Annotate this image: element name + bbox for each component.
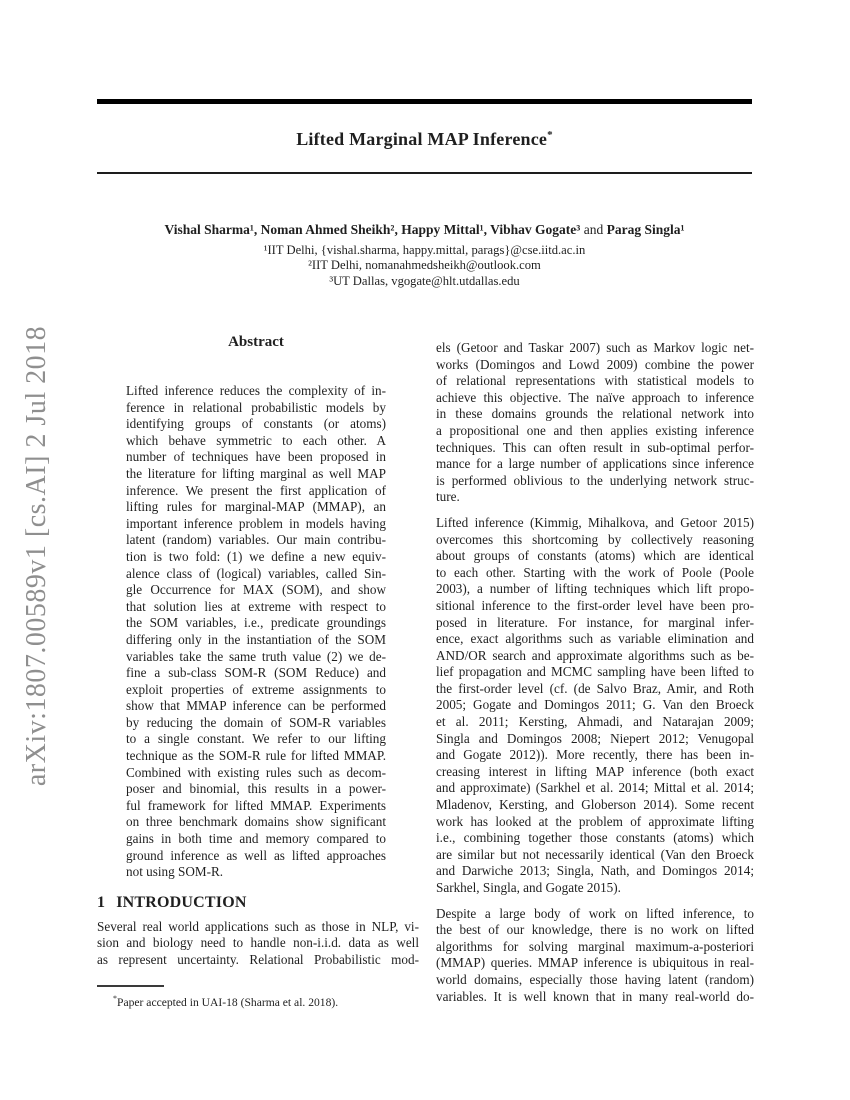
left-column — [97, 332, 419, 987]
text-line: techniques. This can often result in sub-optimal perfor- — [436, 439, 754, 455]
text-line: as represent uncertainty. Relational Probabilistic mod- — [97, 952, 419, 967]
text-line: in these domains grounds the relational network into — [436, 406, 754, 422]
text-line: poser and binomial, this results in a power- — [126, 781, 386, 797]
text-line: that solution lies at extreme with respect to — [126, 598, 386, 614]
text-line: Singla and Domingos 2008; Niepert 2012; Venugopal — [436, 730, 754, 746]
author-names-part2: Parag Singla¹ — [606, 222, 685, 237]
title-footnote-mark: * — [547, 129, 553, 141]
text-line: lifting rules for marginal-MAP (MMAP), an — [126, 499, 386, 515]
text-line: els (Getoor and Taskar 2007) such as Markov logic net- — [436, 340, 754, 355]
affiliation-iit-delhi-2: ²IIT Delhi, nomanahmedsheikh@outlook.com — [308, 258, 541, 273]
text-line: technique as the SOM-R rule for lifted MMAP. — [126, 748, 386, 764]
text-line: AND/OR search and approximate algorithms such as be- — [436, 647, 754, 663]
text-line: 2003), a number of lifting techniques which lift propo- — [436, 581, 754, 597]
authors-block — [97, 221, 752, 289]
text-line: Sarkhel, Singla, and Gogate 2015). — [436, 880, 621, 895]
text-line: overcomes this shortcoming by collectively reasoning — [436, 531, 754, 547]
footnote-text — [97, 992, 419, 1010]
text-line: variables. It is well known that in many real-world do- — [436, 988, 754, 1004]
introduction-paragraph — [97, 919, 419, 969]
text-line: achieve this objective. The naïve approach to inference — [436, 389, 754, 405]
text-line: not using SOM-R. — [126, 864, 224, 880]
text-line: Lifted inference reduces the complexity of in- — [126, 383, 386, 398]
text-line: alence class of (logical) variables, called Sin- — [126, 565, 386, 581]
text-line: to each other. Starting with the work of Poole (Poole — [436, 564, 754, 580]
text-line: Several real world applications such as those in NLP, vi- — [97, 918, 419, 934]
footnote-content: Paper accepted in UAI-18 (Sharma et al. 2018). — [117, 995, 339, 1009]
text-line: which behave symmetric to each other. A — [126, 432, 386, 448]
body-paragraph-3 — [436, 906, 754, 1006]
affiliations — [97, 243, 752, 289]
text-line: Despite a large body of work on lifted inference, to — [436, 905, 754, 921]
text-line: fine a sub-class SOM-R (SOM Reduce) and — [126, 665, 386, 681]
text-line: 2005; Gogate and Domingos 2011; G. Van den Broeck — [436, 697, 754, 713]
paper-title-text: Lifted Marginal MAP Inference — [296, 129, 548, 149]
text-line: work has looked at the problem of approximate lifting — [436, 813, 754, 829]
author-names-part1: Vishal Sharma¹, Noman Ahmed Sheikh², Happy Mittal¹, Vibhav Gogate³ — [164, 222, 581, 237]
footnote-block — [97, 985, 419, 1009]
text-line: et al. 2011; Kersting, Ahmadi, and Natarajan 2009; — [436, 714, 754, 730]
footnote-rule — [97, 985, 164, 987]
text-line: on three benchmark domains show significant — [126, 814, 386, 830]
text-line: to a single constant. We refer to our lifting — [126, 731, 386, 747]
text-line: variables take the same truth value (2) we de- — [126, 648, 386, 664]
text-line: i.e., combining together those constants (atoms) which — [436, 830, 754, 846]
affiliation-ut-dallas: ³UT Dallas, vgogate@hlt.utdallas.edu — [329, 273, 520, 288]
text-line: mance for a large number of applications since inference — [436, 456, 754, 472]
text-line: of relational representations with statistical models to — [436, 373, 754, 389]
text-line: world domains, especially those having latent (random) — [436, 971, 754, 987]
text-line: important inference problem in models having — [126, 515, 386, 531]
abstract-paragraph — [126, 383, 386, 881]
text-line: posed in literature. For instance, for marginal infer- — [436, 614, 754, 630]
text-line: and Darwiche 2013; Singla, Nath, and Domingos 2014; — [436, 863, 754, 879]
section-heading-introduction — [97, 893, 419, 912]
text-line: creasing interest in lifting MAP inference (both exact — [436, 763, 754, 779]
text-line: ground inference as well as lifted approaches — [126, 847, 386, 863]
text-line: Mladenov, Kersting, and Globerson 2014). Some recent — [436, 797, 754, 813]
abstract-heading: Abstract — [228, 334, 284, 350]
text-line: the literature for lifting marginal as well MAP — [126, 465, 386, 481]
text-line: ture. — [436, 489, 460, 505]
text-line: by reducing the domain of SOM-R variables — [126, 714, 386, 730]
text-line: the SOM variables, i.e., predicate groundings — [126, 615, 386, 631]
title-rule-top — [97, 99, 752, 104]
text-line: the first-order level (cf. (de Salvo Braz, Amir, and Roth — [436, 680, 754, 696]
text-line: ference in relational probabilistic models by — [126, 399, 386, 415]
author-and-word: and — [580, 222, 607, 237]
right-column — [436, 340, 754, 1010]
text-line: gle Occurrence for MAX (SOM), and show — [126, 582, 386, 598]
text-line: is performed oblivious to the underlying network struc- — [436, 472, 754, 488]
text-line: the best of our knowledge, there is no work on lifted — [436, 922, 754, 938]
author-names-line — [97, 221, 752, 238]
text-line: gains in both time and memory compared to — [126, 831, 386, 847]
text-line: sitional inference to the first-order level have been pro- — [436, 597, 754, 613]
text-line: about groups of constants (atoms) which are identical — [436, 548, 754, 564]
text-line: works (Domingos and Lowd 2009) combine the power — [436, 356, 754, 372]
text-line: identifying groups of constants (or atoms) — [126, 416, 386, 432]
section-number: 1 — [97, 893, 106, 911]
title-rule-bottom — [97, 172, 752, 174]
body-paragraph-1 — [436, 340, 754, 506]
paper-title — [97, 123, 752, 151]
text-line: Combined with existing rules such as decom- — [126, 764, 386, 780]
text-line: lief propagation and MCMC sampling have been lifted to — [436, 664, 754, 680]
text-line: (MMAP) queries. MMAP inference is ubiquitous in real- — [436, 955, 754, 971]
text-line: latent (random) variables. Our main contribu- — [126, 532, 386, 548]
text-line: ful framework for lifted MMAP. Experiments — [126, 797, 386, 813]
section-title: INTRODUCTION — [116, 893, 247, 911]
arxiv-watermark: arXiv:1807.00589v1 [cs.AI] 2 Jul 2018 — [21, 325, 52, 787]
affiliation-iit-delhi-1: ¹IIT Delhi, {vishal.sharma, happy.mittal, parags}@cse.iitd.ac.in — [263, 243, 586, 257]
text-line: and approximate) (Sarkhel et al. 2014; Mittal et al. 2014; — [436, 780, 754, 796]
text-line: show that MMAP inference can be performed — [126, 698, 386, 714]
text-line: are similar but not necessarily identical (Van den Broeck — [436, 846, 754, 862]
footnote-marker: * — [113, 993, 117, 1003]
text-line: and Gogate 2012)). More recently, there has been in- — [436, 747, 754, 763]
text-line: ence, exact algorithms such as variable elimination and — [436, 631, 754, 647]
text-line: algorithms for solving marginal maximum-a-posteriori — [436, 938, 754, 954]
text-line: sion and biology need to handle non-i.i.d. data as well — [97, 935, 419, 951]
text-line: number of techniques have been proposed in — [126, 449, 386, 465]
text-line: Lifted inference (Kimmig, Mihalkova, and Getoor 2015) — [436, 514, 754, 530]
text-line: exploit properties of extreme assignments to — [126, 681, 386, 697]
text-line: tion is two fold: (1) we define a new equiv- — [126, 548, 386, 564]
text-line: a propositional one and then applies existing inference — [436, 422, 754, 438]
text-line: inference. We present the first application of — [126, 482, 386, 498]
text-line: differing only in the instantiation of the SOM — [126, 631, 386, 647]
body-paragraph-2 — [436, 515, 754, 897]
